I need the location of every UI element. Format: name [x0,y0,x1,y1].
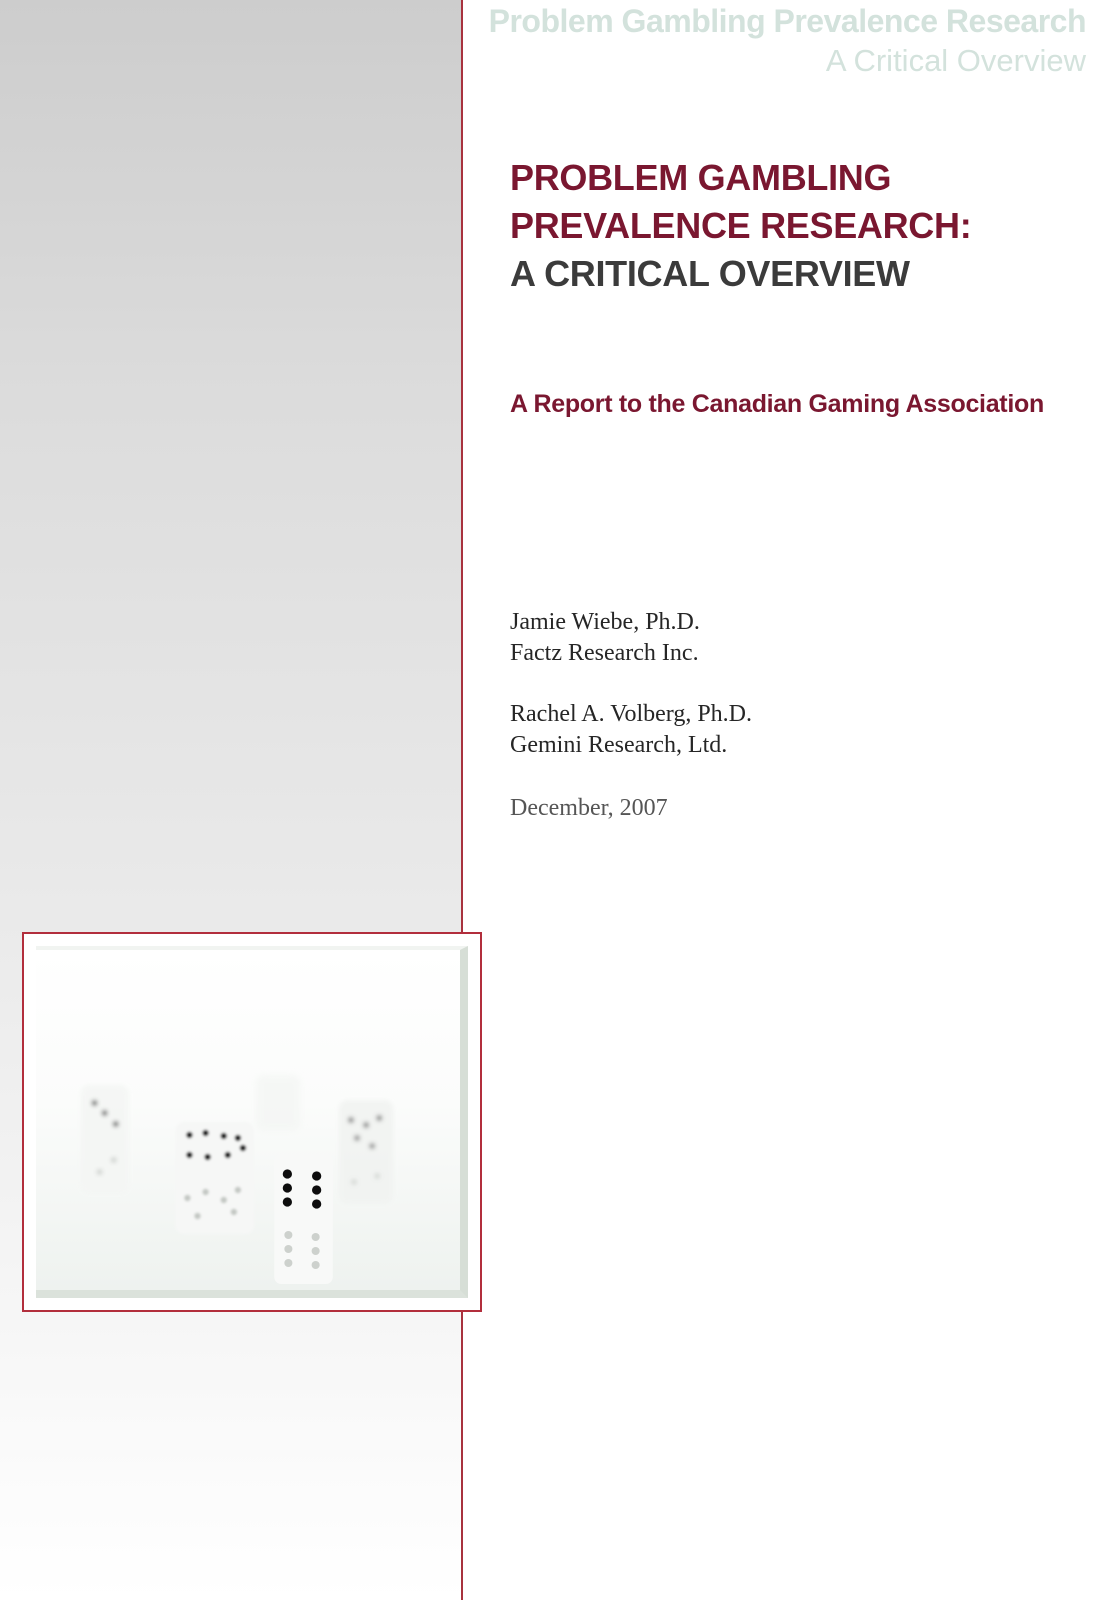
author-affiliation: Factz Research Inc. [510,640,699,666]
author-entry [510,607,752,669]
author-name: Rachel A. Volberg, Ph.D. [510,701,753,727]
dice-photo [36,946,468,1298]
dice-photo-frame [22,932,482,1312]
report-recipient: A Report to the Canadian Gaming Association [510,390,1044,418]
author-name: Jamie Wiebe, Ph.D. [510,609,700,635]
running-title [489,2,1086,80]
title-line-1: PROBLEM GAMBLING [510,157,892,198]
author-entry [510,699,752,761]
vertical-divider [461,0,463,1600]
authors-block [510,607,752,791]
running-title-main: Problem Gambling Prevalence Research [488,3,1086,39]
title-line-3: A CRITICAL OVERVIEW [510,253,910,294]
left-gradient-panel [0,0,462,1600]
cover-title [510,154,971,298]
publication-date: December, 2007 [510,795,668,821]
title-line-2: PREVALENCE RESEARCH: [510,205,972,246]
running-title-subtitle: A Critical Overview [825,43,1086,79]
author-affiliation: Gemini Research, Ltd. [510,732,728,758]
dice-illustration [36,950,460,1290]
